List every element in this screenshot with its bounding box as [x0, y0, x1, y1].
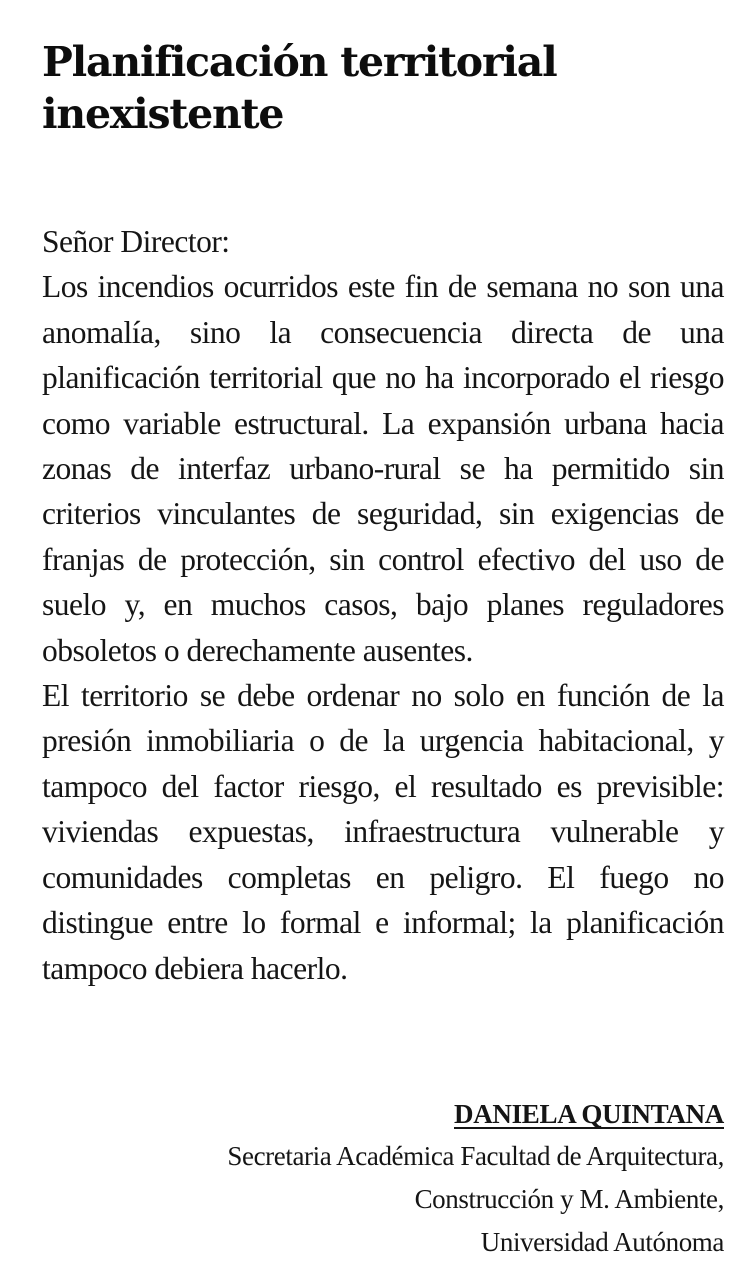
headline-line-2: inexistente [42, 90, 284, 138]
headline [42, 36, 724, 140]
author-role-line-1: Secretaria Académica Facultad de Arquitectura, [227, 1141, 724, 1171]
body-paragraph-2: El territorio se debe ordenar no solo en función de la presión inmobiliaria o de la urgencia habitacional, y tampoco del factor riesgo, el resultado es previsible: viviendas expuestas, infraestructura vulnerable y comunidades completas en peligro. El fuego no distingue entre lo formal e informal; la planificación tampoco debiera hacerlo. [42, 678, 724, 986]
salutation: Señor Director: [42, 224, 230, 259]
body-paragraph-1: Los incendios ocurridos este fin de semana no son una anomalía, sino la consecuencia directa de una planificación territorial que no ha incorporado el riesgo como variable estructural. La expansión urbana hacia zonas de interfaz urbano-rural se ha permitido sin criterios vinculantes de seguridad, sin exigencias de franjas de protección, sin control efectivo del uso de suelo y, en muchos casos, bajo planes reguladores obsoletos o derechamente ausentes. [42, 269, 724, 668]
letter-article [42, 36, 724, 1257]
author-role-line-2: Construcción y M. Ambiente, [414, 1184, 724, 1214]
letter-body [42, 219, 724, 991]
signature-block [42, 1093, 724, 1264]
author-name: DANIELA QUINTANA [454, 1099, 724, 1129]
author-affiliation: Universidad Autónoma [480, 1227, 724, 1257]
headline-line-1: Planificación territorial [42, 38, 557, 86]
